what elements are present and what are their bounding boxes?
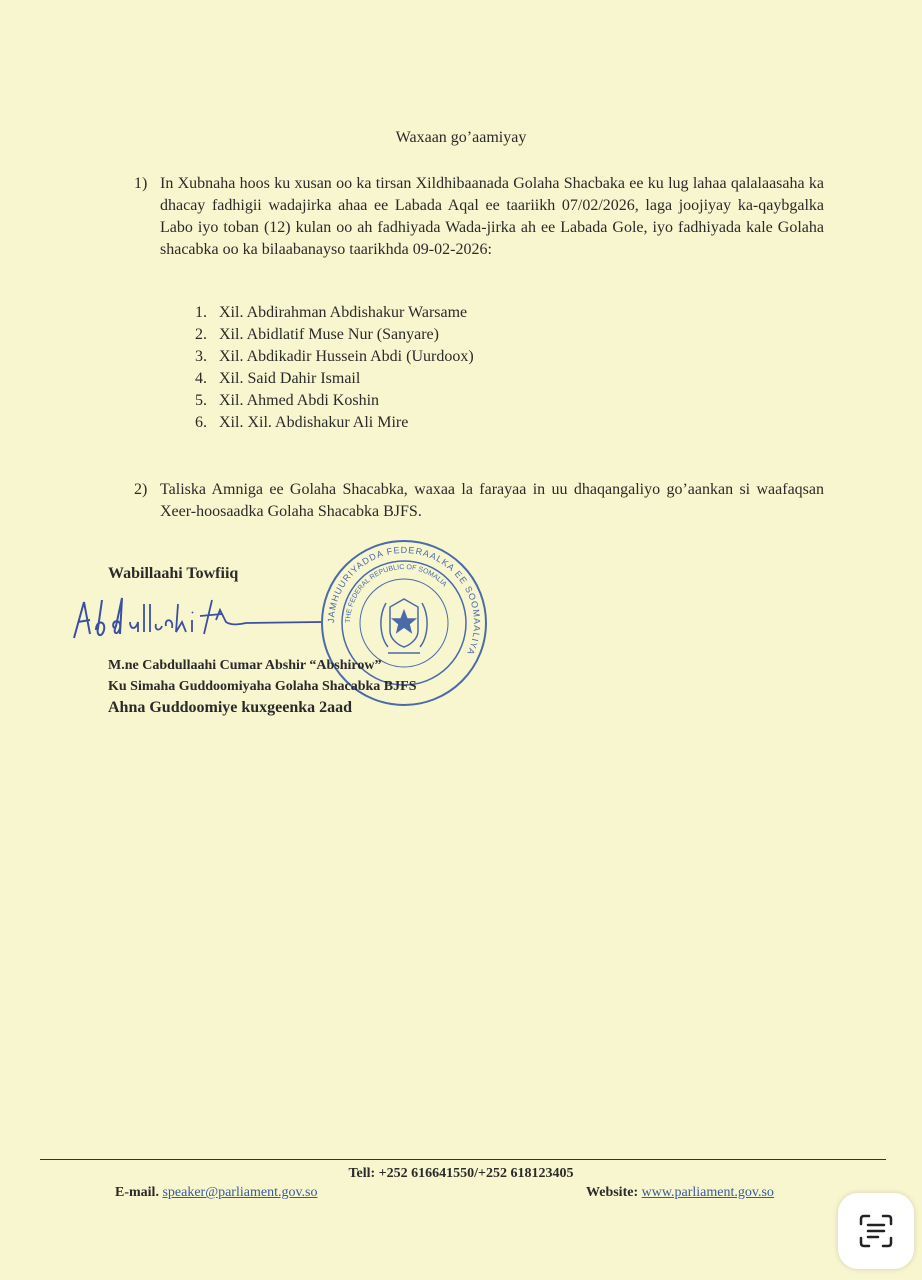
footer-divider	[40, 1159, 886, 1160]
text-scan-button[interactable]	[838, 1193, 914, 1269]
resolution-item-2	[134, 479, 824, 523]
list-item: 3. Xil. Abdikadir Hussein Abdi (Uurdoox)	[195, 348, 474, 365]
handwritten-signature	[66, 590, 326, 660]
list-item: 1. Xil. Abdirahman Abdishakur Warsame	[195, 304, 468, 321]
item-text: In Xubnaha hoos ku xusan oo ka tirsan Xildhibaanada Golaha Shacbaka ee ku lug lahaa qalalaasaha ka dhacay fadhigii wadajirka ahaa ee Labada Aqal ee taariikh 07/02/2026, laga joojiyay ka-qaybgalka Labo iyo toban (12) kulan oo ah fadhiyada Wada-jirka ah ee Labada Gole, iyo fadhiyada kale Golaha shacabka oo ka bilaabanayso taarikhda 09-02-2026:	[160, 175, 824, 258]
text-scan-icon	[858, 1213, 894, 1249]
footer-email: E-mail. speaker@parliament.gov.so	[115, 1185, 318, 1200]
signatory-title: Ku Simaha Guddoomiyaha Golaha Shacabka BJFS	[108, 679, 417, 694]
website-link[interactable]: www.parliament.gov.so	[641, 1185, 774, 1200]
item-number: 2)	[134, 481, 148, 498]
resolution-heading: Waxaan go’aamiyay	[395, 129, 527, 146]
list-item: 2. Xil. Abidlatif Muse Nur (Sanyare)	[195, 326, 439, 343]
resolution-item-1	[134, 173, 824, 261]
seal-outer-text: JAMHUURIYADDA FEDERAALKA EE SOOMAALIYA	[325, 544, 483, 658]
list-item: 5. Xil. Ahmed Abdi Koshin	[195, 392, 380, 409]
list-item: 6. Xil. Xil. Abdishakur Ali Mire	[195, 414, 409, 431]
member-list	[195, 302, 474, 434]
footer-phone: Tell: +252 616641550/+252 618123405	[348, 1166, 574, 1181]
email-link[interactable]: speaker@parliament.gov.so	[162, 1185, 318, 1200]
coat-of-arms-icon	[381, 599, 427, 653]
list-item: 4. Xil. Said Dahir Ismail	[195, 370, 361, 387]
signatory-name: M.ne Cabdullaahi Cumar Abshir “Abshirow”	[108, 658, 382, 673]
seal-inner-text: THE FEDERAL REPUBLIC OF SOMALIA	[344, 563, 448, 624]
item-text: Taliska Amniga ee Golaha Shacabka, waxaa la farayaa in uu dhaqangaliyo go’aankan si waafaqsan Xeer-hoosaadka Golaha Shacabka BJFS.	[160, 481, 824, 520]
signatory-role: Ahna Guddoomiye kuxgeenka 2aad	[108, 699, 353, 716]
item-number: 1)	[134, 175, 148, 192]
footer-website: Website: www.parliament.gov.so	[586, 1185, 774, 1200]
signatory-block	[108, 655, 417, 718]
closing-phrase: Wabillaahi Towfiiq	[108, 565, 239, 582]
